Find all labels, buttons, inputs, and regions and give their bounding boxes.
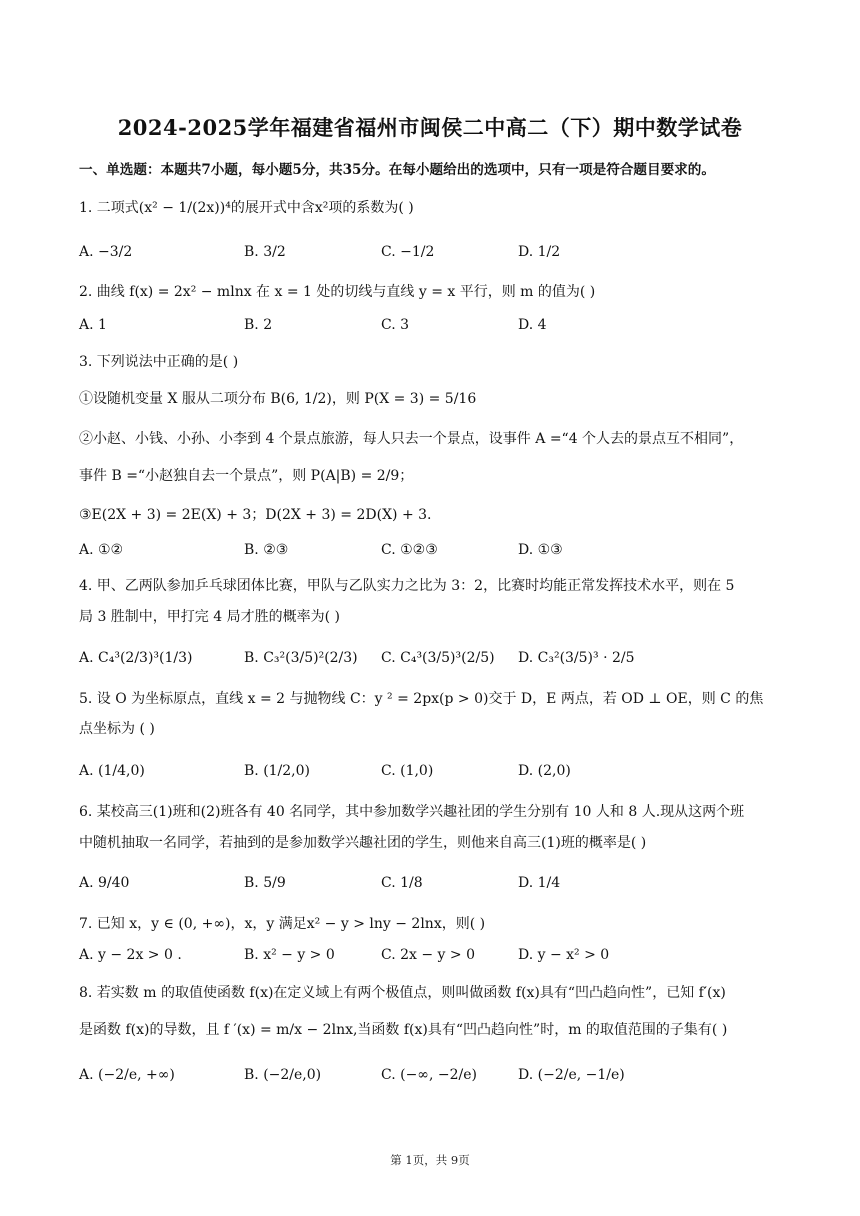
- option-b: B. C₃²(3/5)²(2/3): [244, 650, 358, 666]
- option-c: C. 2x − y > 0: [381, 947, 475, 963]
- question-1-stem: 1. 二项式(x² − 1/(2x))⁴的展开式中含x²项的系数为( ): [79, 200, 414, 216]
- option-a: A. y − 2x > 0 .: [79, 947, 182, 963]
- question-6-options: [79, 870, 799, 896]
- question-6-stem: 6. 某校高三(1)班和(2)班各有 40 名同学，其中参加数学兴趣社团的学生分别有 10 人和 8 人.现从这两个班: [79, 804, 745, 820]
- question-3-statement-2: ②小赵、小钱、小孙、小李到 4 个景点旅游，每人只去一个景点，设事件 A =“4 个人去的景点互不相同”，: [79, 431, 744, 447]
- option-d: D. 4: [518, 317, 547, 333]
- question-3-statement-2-cont: 事件 B =“小赵独自去一个景点”，则 P(A|B) = 2/9；: [79, 468, 414, 484]
- option-d: D. (2,0): [518, 763, 571, 779]
- option-b: B. 2: [244, 317, 273, 333]
- question-3-statement-1: ①设随机变量 X 服从二项分布 B(6, 1/2)，则 P(X = 3) = 5/16: [79, 391, 477, 407]
- question-3-options: [79, 537, 799, 563]
- question-4-options: [79, 645, 799, 671]
- question-7-stem: 7. 已知 x，y ∈ (0, +∞)，x，y 满足x² − y > lny − 2lnx，则( ): [79, 916, 486, 932]
- option-b: B. (−2/e,0): [244, 1067, 322, 1083]
- option-a: A. 1: [79, 317, 107, 333]
- option-c: C. C₄³(3/5)³(2/5): [381, 650, 495, 666]
- question-4-stem-cont: 局 3 胜制中，甲打完 4 局才胜的概率为( ): [79, 609, 340, 625]
- option-b: B. x² − y > 0: [244, 947, 335, 963]
- question-3-stem: 3. 下列说法中正确的是( ): [79, 354, 239, 370]
- page-footer: 第 1页，共 9页: [390, 1153, 470, 1167]
- option-b: B. 5/9: [244, 875, 286, 891]
- option-a: A. (1/4,0): [79, 763, 145, 779]
- option-d: D. ①③: [518, 542, 563, 558]
- question-8-options: [79, 1062, 799, 1088]
- option-a: A. ①②: [79, 542, 124, 558]
- option-c: C. 3: [381, 317, 410, 333]
- option-d: D. C₃²(3/5)³ · 2/5: [518, 650, 635, 666]
- option-b: B. ②③: [244, 542, 289, 558]
- option-b: B. 3/2: [244, 244, 286, 260]
- option-c: C. ①②③: [381, 542, 438, 558]
- page-title: 2024-2025学年福建省福州市闽侯二中高二（下）期中数学试卷: [117, 115, 743, 140]
- question-4-stem: 4. 甲、乙两队参加乒乓球团体比赛，甲队与乙队实力之比为 3：2，比赛时均能正常发挥技术水平，则在 5: [79, 578, 735, 594]
- option-d: D. 1/4: [518, 875, 561, 891]
- option-a: A. C₄³(2/3)³(1/3): [79, 650, 193, 666]
- option-a: A. −3/2: [79, 244, 133, 260]
- option-a: A. (−2/e, +∞): [79, 1067, 175, 1083]
- question-8-stem: 8. 若实数 m 的取值使函数 f(x)在定义域上有两个极值点，则叫做函数 f(x)具有“凹凸趋向性”，已知 f′(x): [79, 985, 726, 1001]
- option-d: D. 1/2: [518, 244, 561, 260]
- question-2-stem: 2. 曲线 f(x) = 2x² − mlnx 在 x = 1 处的切线与直线 y = x 平行，则 m 的值为( ): [79, 284, 596, 300]
- question-7-options: [79, 942, 799, 968]
- question-5-stem-cont: 点坐标为 ( ): [79, 721, 155, 737]
- question-6-stem-cont: 中随机抽取一名同学，若抽到的是参加数学兴趣社团的学生，则他来自高三(1)班的概率是( ): [79, 835, 647, 851]
- option-a: A. 9/40: [79, 875, 130, 891]
- option-d: D. (−2/e, −1/e): [518, 1067, 625, 1083]
- option-c: C. (1,0): [381, 763, 434, 779]
- question-5-options: [79, 758, 799, 784]
- option-c: C. −1/2: [381, 244, 435, 260]
- question-1-options: [79, 239, 799, 265]
- question-3-statement-3: ③E(2X + 3) = 2E(X) + 3；D(2X + 3) = 2D(X) + 3.: [79, 507, 432, 523]
- question-8-stem-cont: 是函数 f(x)的导数，且 f ′(x) = m/x − 2lnx,当函数 f(x)具有“凹凸趋向性”时，m 的取值范围的子集有( ): [79, 1022, 728, 1038]
- section-heading: 一、单选题：本题共7小题，每小题5分，共35分。在每小题给出的选项中，只有一项是符合题目要求的。: [79, 162, 715, 178]
- option-c: C. 1/8: [381, 875, 423, 891]
- question-5-stem: 5. 设 O 为坐标原点，直线 x = 2 与抛物线 C：y ² = 2px(p > 0)交于 D，E 两点，若 OD ⊥ OE，则 C 的焦: [79, 691, 764, 707]
- option-d: D. y − x² > 0: [518, 947, 610, 963]
- option-b: B. (1/2,0): [244, 763, 311, 779]
- option-c: C. (−∞, −2/e): [381, 1067, 477, 1083]
- question-2-options: [79, 312, 799, 338]
